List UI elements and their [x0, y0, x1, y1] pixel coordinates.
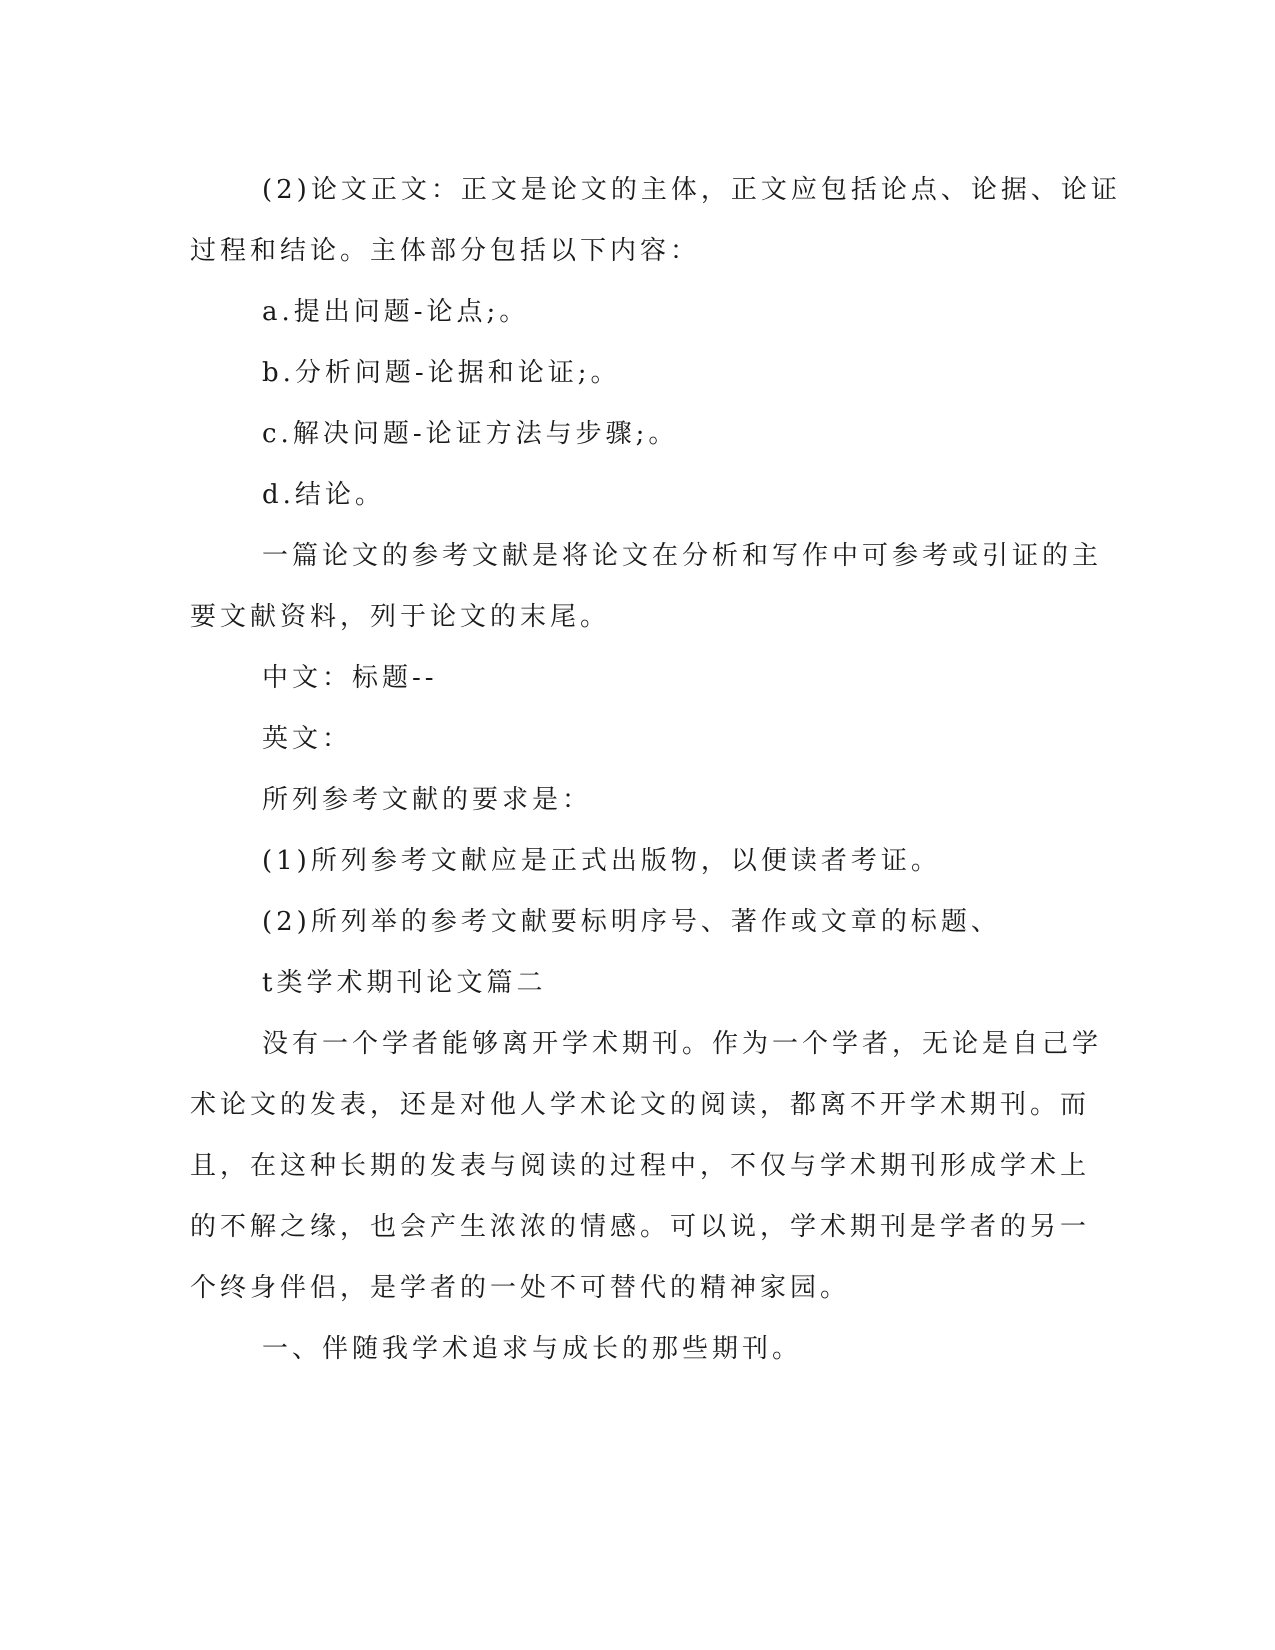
text-line: (1)所列参考文献应是正式出版物，以便读者考证。: [262, 846, 941, 876]
text-line: 的不解之缘，也会产生浓浓的情感。可以说，学术期刊是学者的另一: [190, 1212, 1091, 1242]
text-line: t类学术期刊论文篇二: [262, 968, 547, 998]
text-line: 一、伴随我学术追求与成长的那些期刊。: [262, 1334, 803, 1364]
text-line: 所列参考文献的要求是：: [262, 785, 593, 815]
text-line: 要文献资料，列于论文的末尾。: [190, 602, 611, 632]
text-line: 一篇论文的参考文献是将论文在分析和写作中可参考或引证的主: [262, 541, 1103, 571]
text-line: b.分析问题-论据和论证;。: [262, 358, 621, 388]
text-line: d.结论。: [262, 480, 385, 510]
text-line: c.解决问题-论证方法与步骤;。: [262, 419, 679, 449]
text-line: 个终身伴侣，是学者的一处不可替代的精神家园。: [190, 1273, 851, 1303]
text-line: 中文：标题--: [262, 663, 438, 693]
text-line: 英文：: [262, 724, 353, 754]
text-line: 没有一个学者能够离开学术期刊。作为一个学者，无论是自己学: [262, 1029, 1103, 1059]
document-page: [190, 160, 1121, 1380]
text-line: (2)论文正文：正文是论文的主体，正文应包括论点、论据、论证: [262, 175, 1121, 205]
text-line: 过程和结论。主体部分包括以下内容：: [190, 236, 701, 266]
text-line: 术论文的发表，还是对他人学术论文的阅读，都离不开学术期刊。而: [190, 1090, 1091, 1120]
text-line: 且，在这种长期的发表与阅读的过程中，不仅与学术期刊形成学术上: [190, 1151, 1091, 1181]
text-line: a.提出问题-论点;。: [262, 297, 530, 327]
text-line: (2)所列举的参考文献要标明序号、著作或文章的标题、: [262, 907, 1001, 937]
